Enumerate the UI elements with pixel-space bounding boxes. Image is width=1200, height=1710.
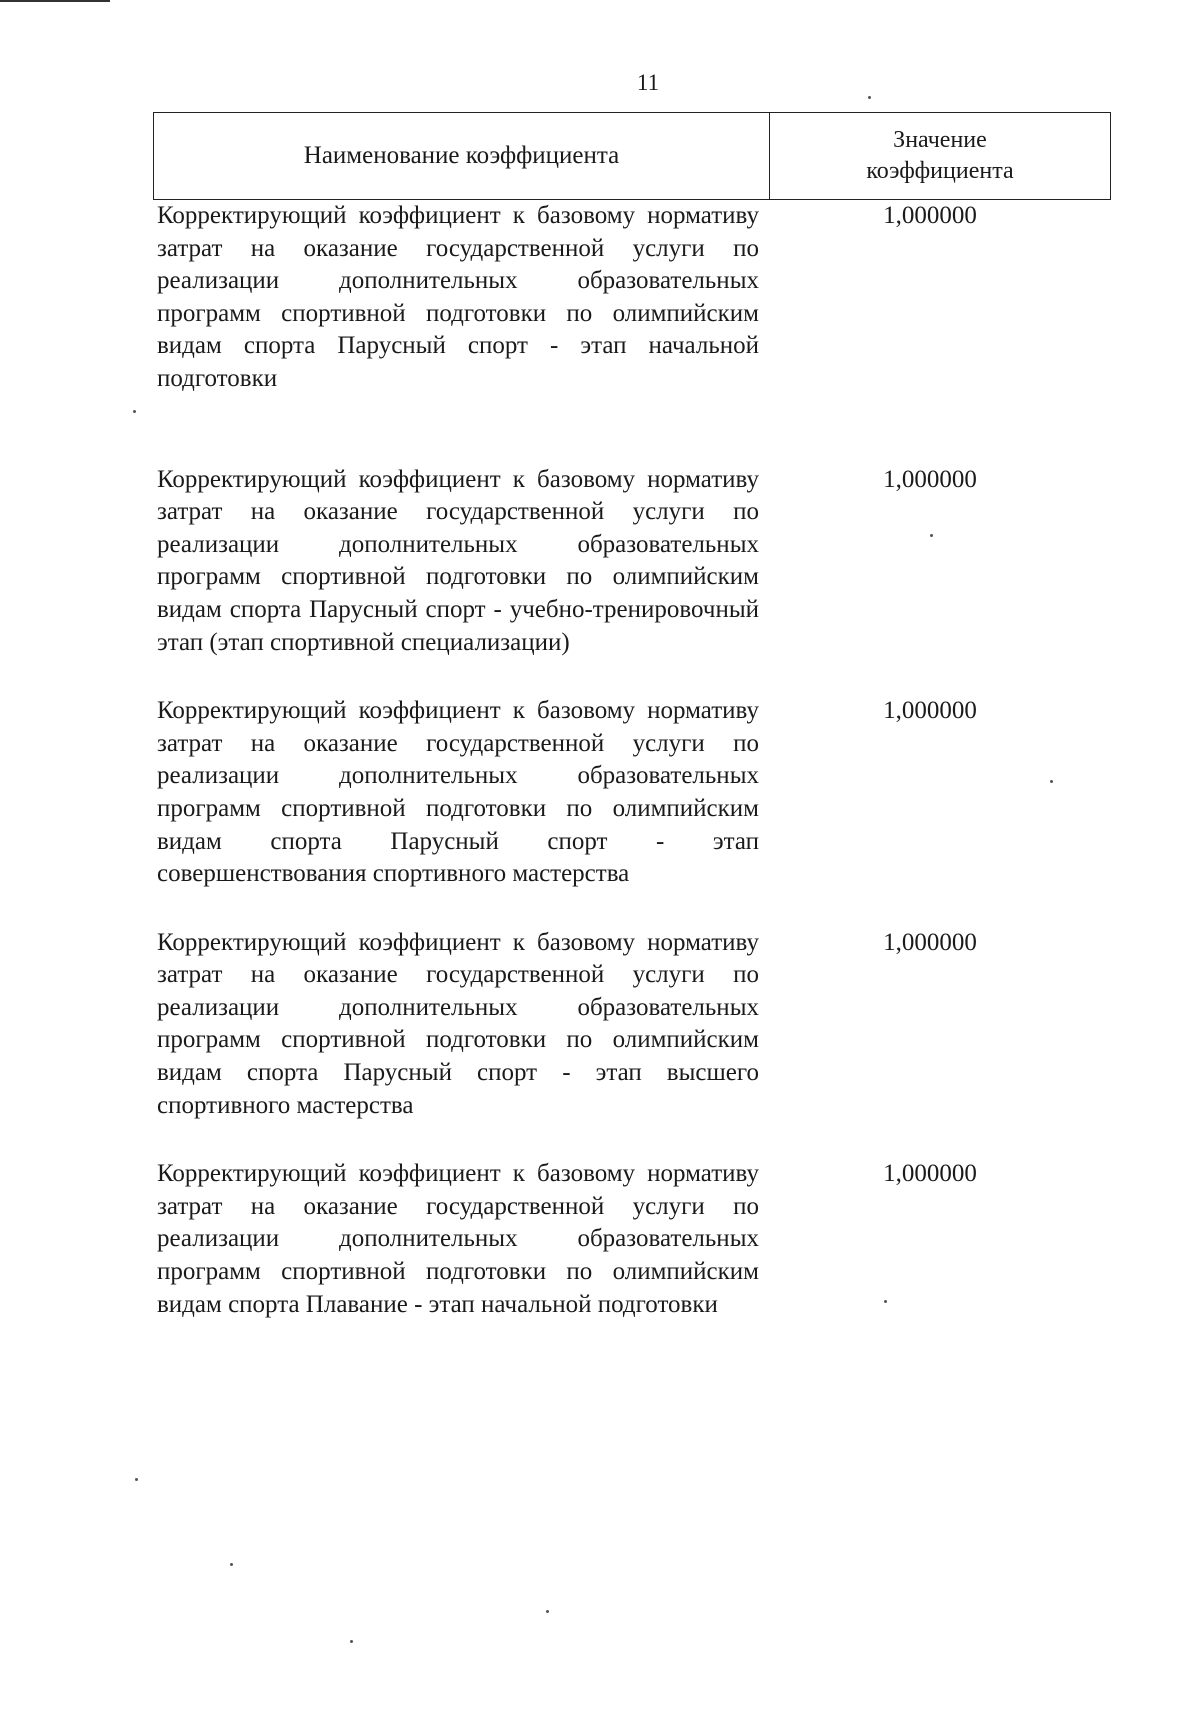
table-row: [157, 927, 1097, 1123]
header-value-line-1: Значение: [893, 127, 987, 153]
scan-speck: [930, 534, 933, 537]
scan-artifact-line: [0, 0, 110, 2]
header-value-line-2: коэффициента: [866, 158, 1014, 184]
coefficient-name: Корректирующий коэффициент к базовому нормативу затрат на оказание государственной услуги по реализации дополнительных образовательных программ спортивной подготовки по олимпийским видам спорта Парусный спорт - этап совершенствования спортивного мастерства: [157, 697, 759, 888]
coefficient-value: 1,000000: [883, 465, 977, 493]
coefficient-value: 1,000000: [883, 202, 977, 229]
coefficient-name: Корректирующий коэффициент к базовому нормативу затрат на оказание государственной услуги по реализации дополнительных образовательных программ спортивной подготовки по олимпийским видам спорта Парусный спорт - учебно-тренировочный этап (этап спортивной специализации): [157, 465, 759, 656]
coefficient-value: 1,000000: [883, 928, 977, 956]
table-header: [153, 112, 1111, 200]
scan-speck: [1050, 780, 1053, 783]
scan-speck: [546, 1610, 549, 1613]
coefficient-name: Корректирующий коэффициент к базовому нормативу затрат на оказание государственной услуги по реализации дополнительных образовательных программ спортивной подготовки по олимпийским видам спорта Парусный спорт - этап начальной подготовки: [157, 202, 759, 392]
scan-speck: [868, 96, 871, 99]
scan-speck: [350, 1640, 353, 1643]
table-row: [157, 200, 1097, 396]
table-row: [157, 464, 1097, 660]
header-coefficient-value: [770, 113, 1110, 199]
table-row: [157, 695, 1097, 891]
coefficient-name: Корректирующий коэффициент к базовому нормативу затрат на оказание государственной услуги по реализации дополнительных образовательных программ спортивной подготовки по олимпийским видам спорта Парусный спорт - этап высшего спортивного мастерства: [157, 928, 759, 1119]
coefficient-name: Корректирующий коэффициент к базовому нормативу затрат на оказание государственной услуги по реализации дополнительных образовательных программ спортивной подготовки по олимпийским видам спорта Плавание - этап начальной подготовки: [157, 1160, 759, 1318]
scan-speck: [135, 1478, 138, 1481]
scan-speck: [884, 1300, 887, 1303]
page-number: 11: [636, 70, 660, 95]
scan-speck: [133, 410, 136, 413]
scan-speck: [230, 1563, 233, 1566]
table-body: [157, 200, 1097, 1321]
coefficient-value: 1,000000: [883, 1160, 977, 1188]
header-coefficient-name: Наименование коэффициента: [154, 113, 770, 199]
table-row: [157, 1158, 1097, 1321]
coefficient-value: 1,000000: [883, 697, 977, 725]
